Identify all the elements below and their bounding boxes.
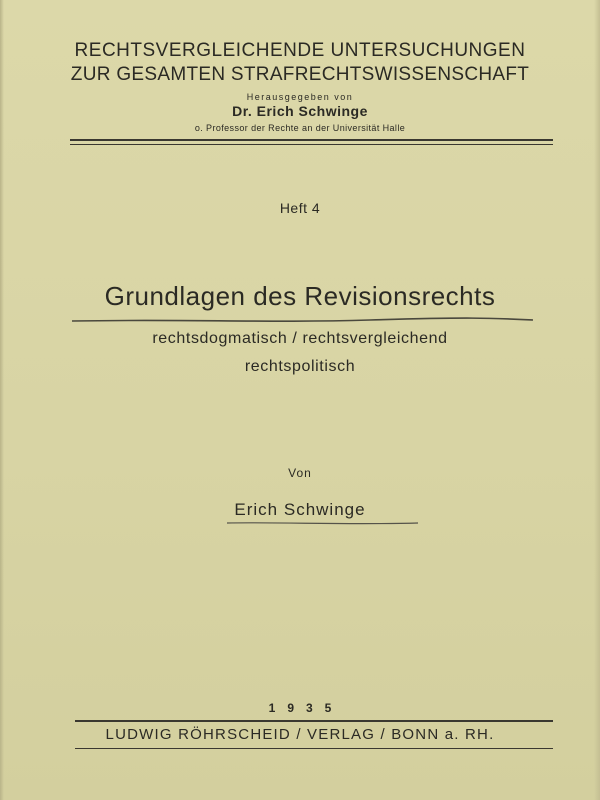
book-subtitle-line-2: rechtspolitisch [244, 358, 356, 375]
by-label: Von [288, 466, 312, 480]
book-title: Grundlagen des Revisionsrechts [104, 281, 496, 311]
series-title-line-1: RECHTSVERGLEICHENDE UNTERSUCHUNGEN [74, 40, 526, 61]
editor-affiliation: o. Professor der Rechte an der Universität Halle [194, 123, 406, 133]
publisher-line: LUDWIG RÖHRSCHEID / VERLAG / BONN a. RH. [105, 726, 495, 743]
header-double-rule [70, 139, 553, 145]
title-underline [70, 314, 535, 326]
author-underline [225, 519, 420, 527]
series-title-line-2: ZUR GESAMTEN STRAFRECHTSWISSENSCHAFT [70, 64, 530, 85]
publisher-rule-bottom [75, 748, 553, 749]
edited-by-label: Herausgegeben von [246, 92, 354, 102]
author-name: Erich Schwinge [234, 500, 366, 519]
book-subtitle-line-1: rechtsdogmatisch / rechtsvergleichend [152, 330, 448, 347]
series-editor: Dr. Erich Schwinge [232, 103, 368, 119]
page-edge-left [0, 0, 4, 800]
publication-year: 1935 [268, 701, 344, 715]
page-edge-right [594, 0, 600, 800]
publisher-rule-top [75, 720, 553, 722]
volume-number: Heft 4 [279, 200, 321, 216]
